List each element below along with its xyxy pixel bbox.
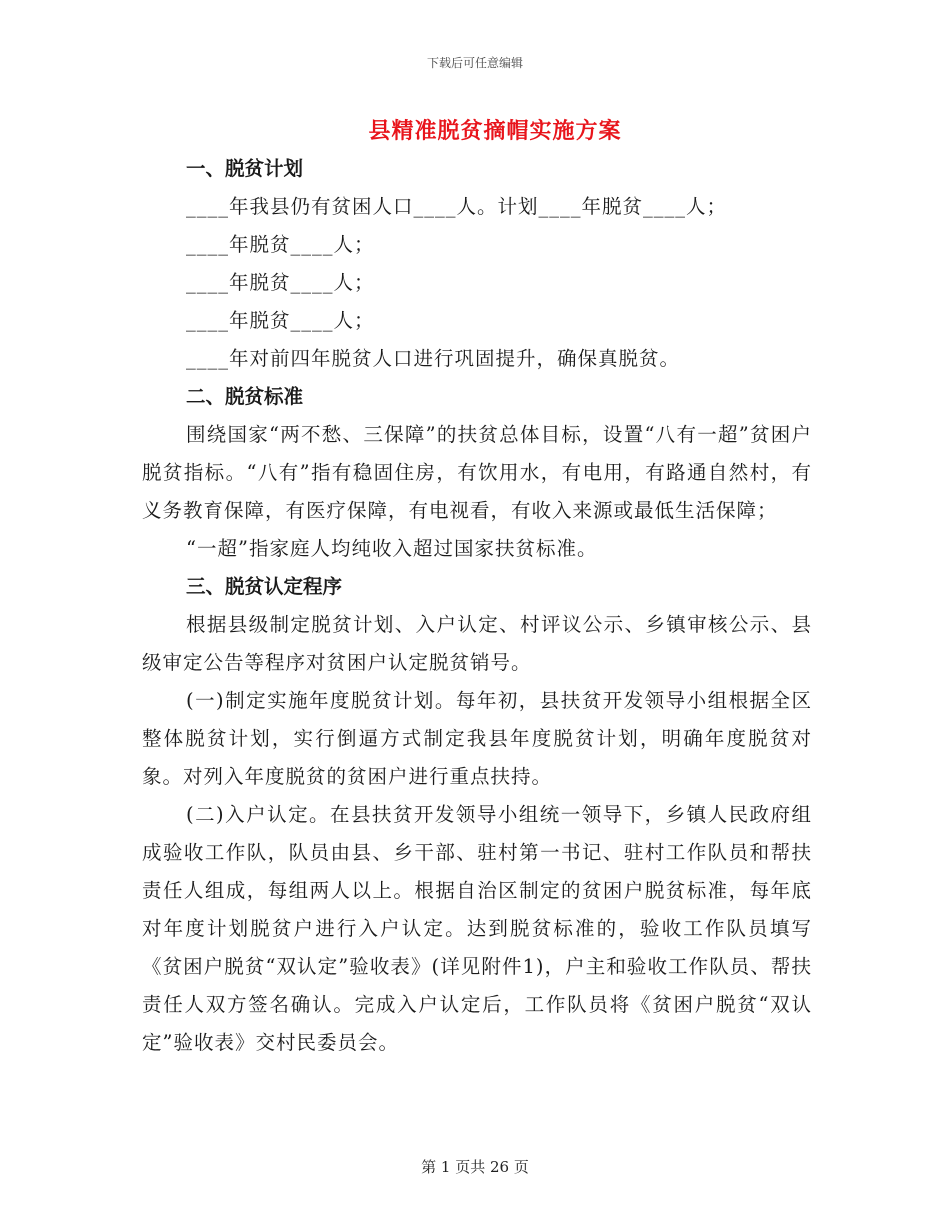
plan-line: ____年我县仍有贫困人口____人。计划____年脱贫____人；: [186, 195, 728, 218]
document-body: [142, 150, 812, 1062]
page-footer: 第 1 页共 26 页: [421, 1158, 529, 1176]
header-note: 下载后可任意编辑: [426, 56, 523, 70]
section-heading-standard: 二、脱贫标准: [186, 385, 304, 408]
plan-line: ____年脱贫____人；: [186, 271, 375, 294]
section-heading-plan: 一、脱贫计划: [186, 157, 304, 180]
plan-line: ____年脱贫____人；: [186, 309, 375, 332]
paragraph: 根据县级制定脱贫计划、入户认定、村评议公示、乡镇审核公示、县级审定公告等程序对贫困户认定脱贫销号。: [142, 613, 812, 674]
paragraph: (一)制定实施年度脱贫计划。每年初，县扶贫开发领导小组根据全区整体脱贫计划，实行倒逼方式制定我县年度脱贫计划，明确年度脱贫对象。对列入年度脱贫的贫困户进行重点扶持。: [142, 689, 812, 788]
plan-line: ____年对前四年脱贫人口进行巩固提升，确保真脱贫。: [186, 347, 681, 370]
paragraph: “一超”指家庭人均纯收入超过国家扶贫标准。: [186, 537, 598, 560]
paragraph: (二)入户认定。在县扶贫开发领导小组统一领导下，乡镇人民政府组成验收工作队，队员由县、乡干部、驻村第一书记、驻村工作队员和帮扶责任人组成，每组两人以上。根据自治区制定的贫困户脱贫标准，每年底对年度计划脱贫户进行入户认定。达到脱贫标准的，验收工作队员填写《贫困户脱贫“双认定”验收表》(详见附件1)，户主和验收工作队员、帮扶责任人双方签名确认。完成入户认定后，工作队员将《贫困户脱贫“双认定”验收表》交村民委员会。: [142, 803, 812, 1054]
section-heading-procedure: 三、脱贫认定程序: [186, 575, 343, 598]
plan-line: ____年脱贫____人；: [186, 233, 375, 256]
paragraph: 围绕国家“两不愁、三保障”的扶贫总体目标，设置“八有一超”贫困户脱贫指标。“八有”指有稳固住房，有饮用水，有电用，有路通自然村，有义务教育保障，有医疗保障，有电视看，有收入来源或最低生活保障；: [142, 423, 812, 522]
document-title: 县精准脱贫摘帽实施方案: [368, 118, 622, 144]
